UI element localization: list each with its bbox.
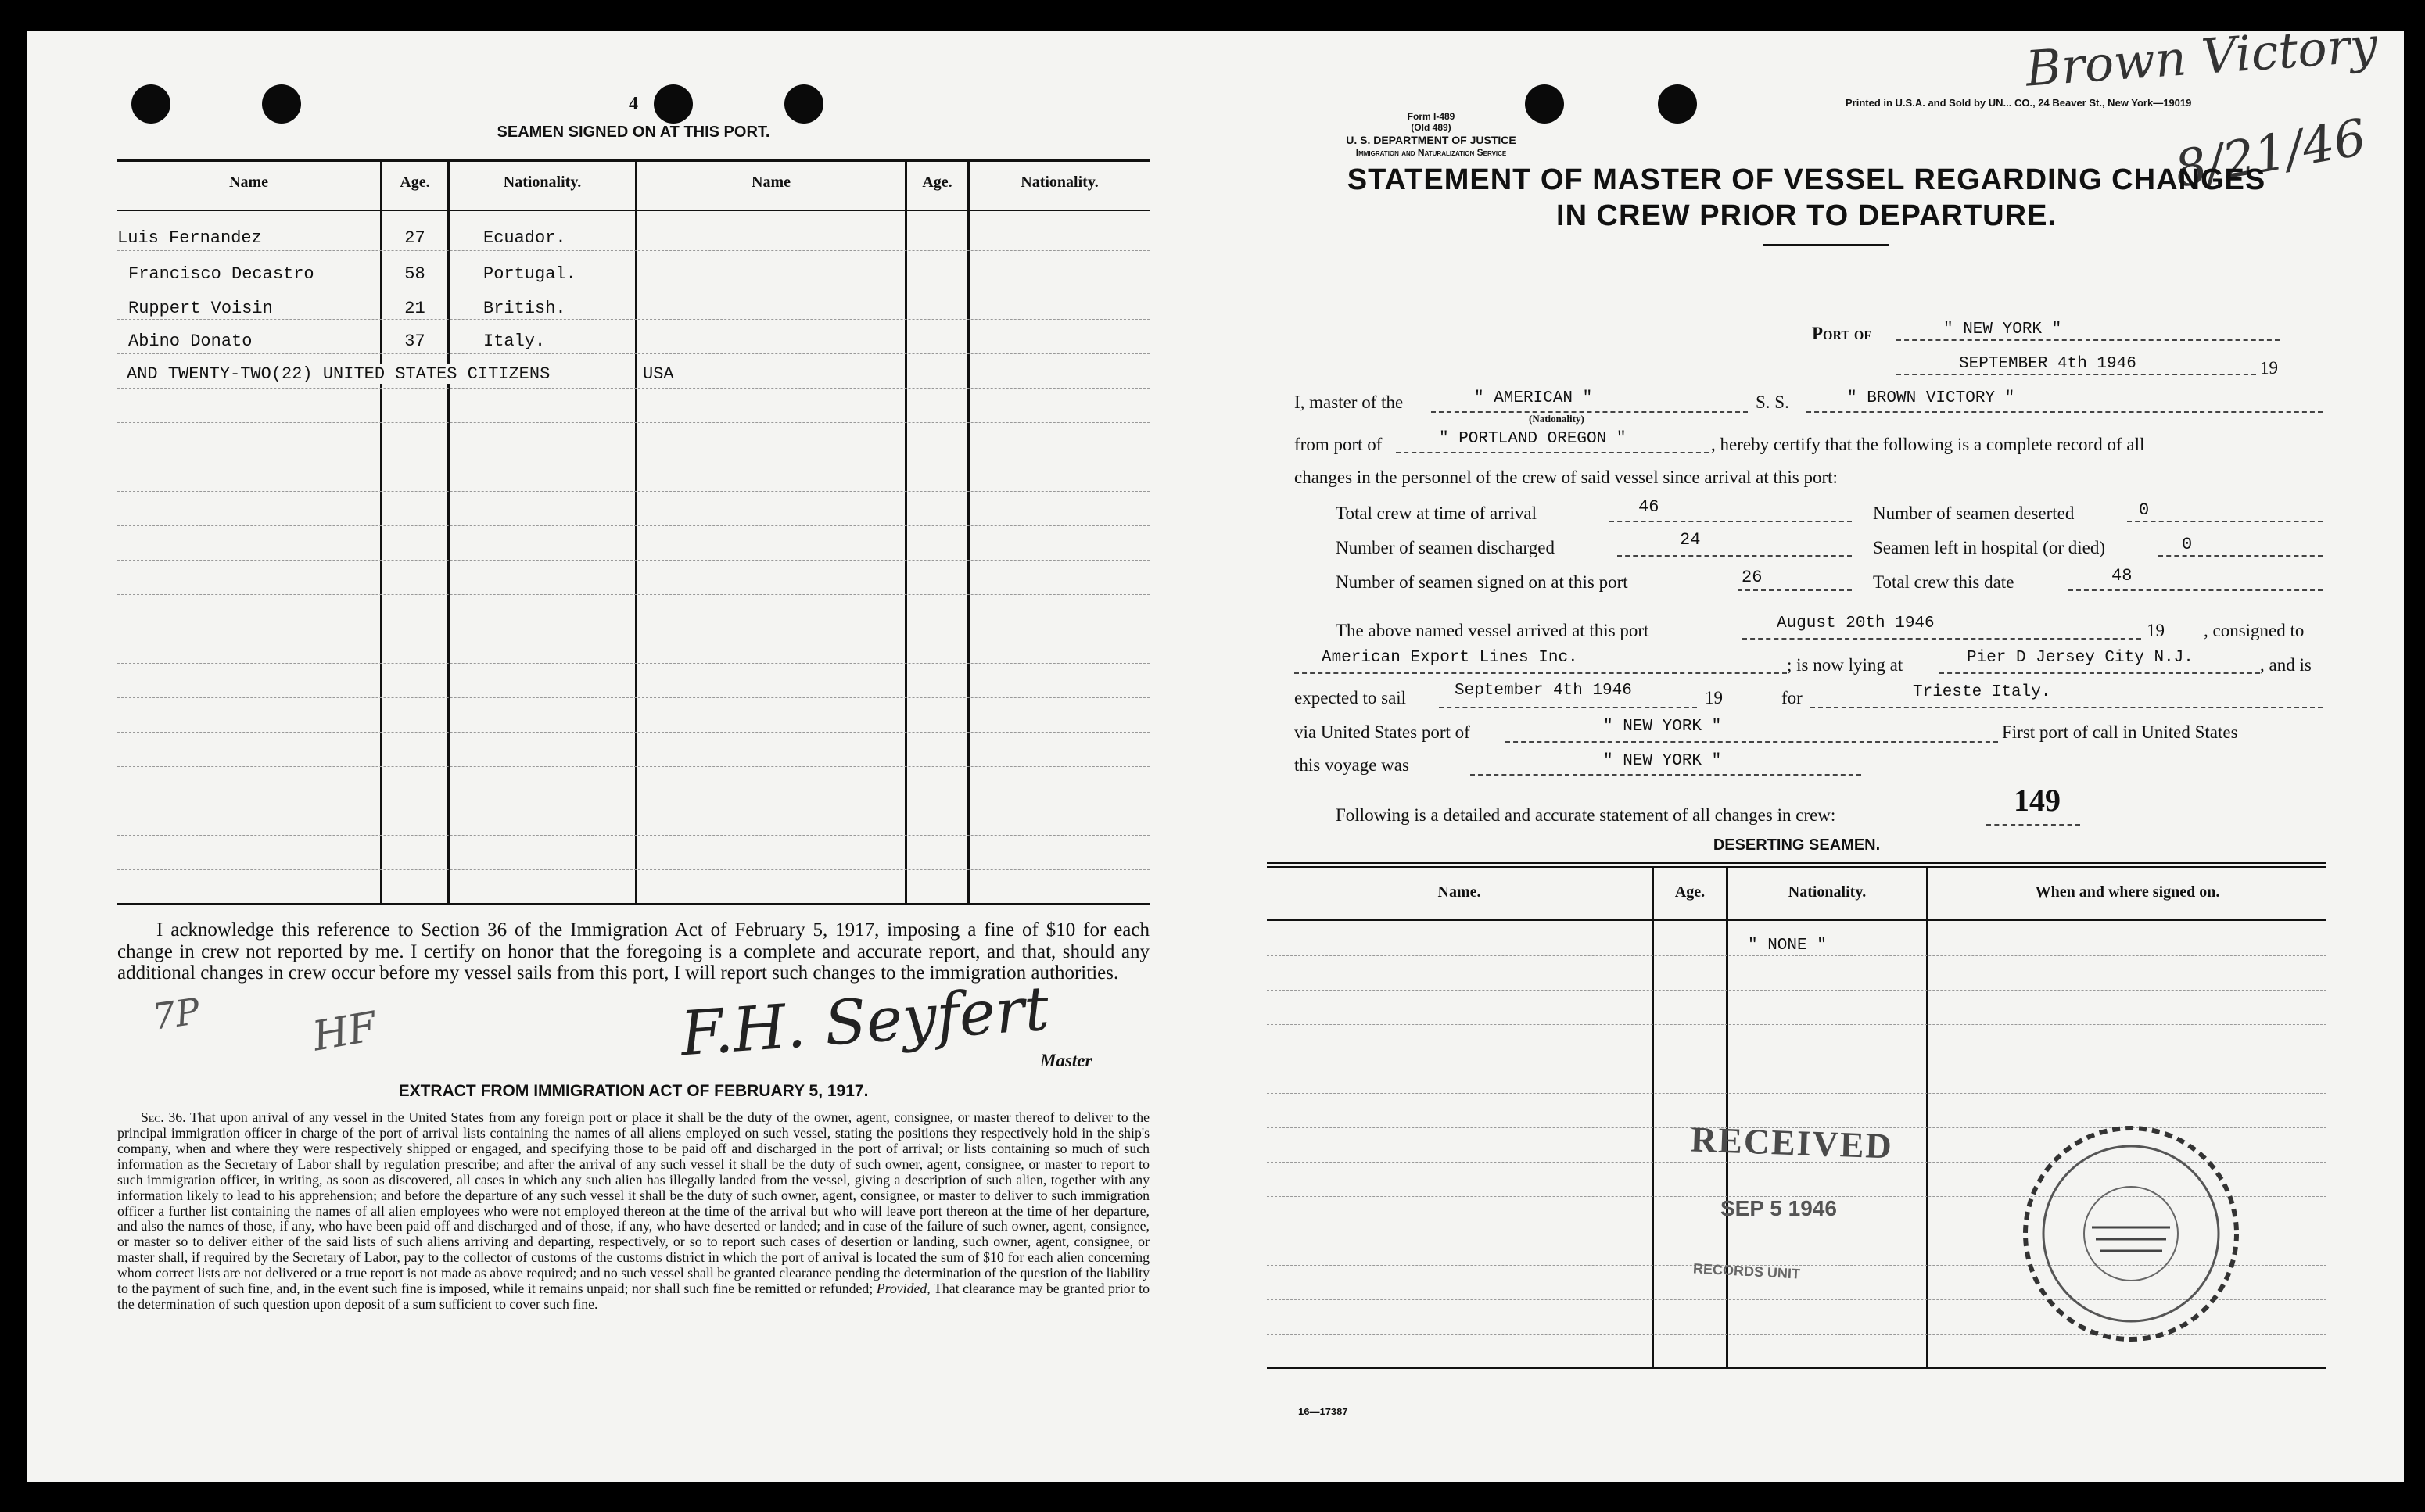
form-old-number: (Old 489) xyxy=(1411,122,1451,134)
deserting-col-age: Age. xyxy=(1674,883,1706,901)
deserting-col-signed-on: When and where signed on. xyxy=(2035,883,2220,901)
hospital-value: 0 xyxy=(2182,535,2193,554)
column-divider xyxy=(905,159,907,905)
sail-value: September 4th 1946 xyxy=(1455,682,1632,700)
first-port-label: First port of call in United States xyxy=(2002,722,2238,742)
handwritten-date: 8/21/46 xyxy=(2170,109,2371,199)
deserted-value: 0 xyxy=(2139,500,2150,520)
ss-label: S. S. xyxy=(1756,392,1789,412)
deserting-table-bottom xyxy=(1267,1367,2326,1369)
total-arrival-label: Total crew at time of arrival xyxy=(1336,503,1537,523)
initials-signature: HF xyxy=(309,1003,381,1061)
from-port-value: " PORTLAND OREGON " xyxy=(1439,430,1627,448)
extract-title: EXTRACT FROM IMMIGRATION ACT OF FEBRUARY 5, 1917. xyxy=(398,1082,869,1100)
crew-nationality: Ecuador. xyxy=(483,228,566,248)
via-label: via United States port of xyxy=(1294,722,1470,742)
arrived-value: August 20th 1946 xyxy=(1777,614,1935,632)
service: Immigration and Naturalization Service xyxy=(1355,146,1507,158)
crew-name: Francisco Decastro xyxy=(128,264,314,284)
arrived-label: The above named vessel arrived at this port xyxy=(1336,621,1649,640)
crew-age: 37 xyxy=(404,331,425,351)
vessel-name: " BROWN VICTORY " xyxy=(1847,389,2015,407)
signed-label: Number of seamen signed on at this port xyxy=(1336,572,1628,592)
following-label: Following is a detailed and accurate statement of all changes in crew: xyxy=(1336,805,1836,825)
column-divider xyxy=(967,159,970,905)
extract-tail: That clearance may be granted prior to the determination of such question upon deposit of a sum sufficient to cover such fine. xyxy=(117,1281,1150,1313)
master-of-label: I, master of the xyxy=(1294,392,1404,412)
master-signature: F.H. Seyfert xyxy=(678,973,1052,1070)
master-label: Master xyxy=(1040,1051,1092,1070)
form-title-line1: STATEMENT OF MASTER OF VESSEL REGARDING CHANGES xyxy=(1347,163,2266,196)
lying-label: ; is now lying at xyxy=(1787,655,1903,675)
extract-provided: Provided, xyxy=(876,1281,931,1297)
date-year-prefix: 19 xyxy=(2260,358,2278,378)
port-label: Port of xyxy=(1812,324,1872,343)
title-underline xyxy=(1763,244,1889,246)
col-header-age-2: Age. xyxy=(922,174,952,191)
punch-hole xyxy=(262,84,301,124)
total-date-value: 48 xyxy=(2111,566,2133,586)
records-unit-stamp: RECORDS UNIT xyxy=(1692,1260,1801,1282)
form-footer-number: 16—17387 xyxy=(1298,1406,1348,1417)
sail-label: expected to sail xyxy=(1294,688,1407,708)
hospital-label: Seamen left in hospital (or died) xyxy=(1873,538,2106,557)
table-bottom-rule xyxy=(117,903,1150,905)
and-is-label: , and is xyxy=(2260,655,2312,675)
discharged-value: 24 xyxy=(1680,530,1701,550)
crew-age: 27 xyxy=(404,228,425,248)
date-value: SEPTEMBER 4th 1946 xyxy=(1959,355,2136,373)
deserting-col-nationality: Nationality. xyxy=(1788,883,1867,901)
printer-line: Printed in U.S.A. and Sold by UN... CO., 24 Beaver St., New York—19019 xyxy=(1846,97,2192,109)
deserting-title: DESERTING SEAMEN. xyxy=(1713,837,1881,854)
table-header-rule xyxy=(117,210,1150,211)
us-citizens-nationality: USA xyxy=(643,364,674,384)
deserting-none: " NONE " xyxy=(1748,937,1827,955)
column-divider xyxy=(1652,868,1654,1368)
extract-text: That upon arrival of any vessel in the United States from any foreign port or place it shall be the duty of the owner, agent, consignee, or master thereof to deliver to the principal immigration officer in charge of the port of arrival lists containing the names of all aliens employed on such vessel, stating the positions they respectively hold in the ship's company, when and where they were respectively shipped or engaged, and specifying those to be paid off and discharged in the port of arrival; or lists containing so much of such information as the Secretary of Labor shall by regulation prescribe; and after the arrival of any such vessel it shall be the duty of such owner, agent, consignee, or master to report to such immigration officer, in writing, as soon as discovered, all cases in which any such alien has illegally landed from the vessel, giving a description of such alien, together with any information likely to lead to his apprehension; and before the departure of any such vessel it shall be the duty of such owner, agent, consignee, or master to deliver to such immigration officer a further list containing the names of all alien employees who were not employed thereon at the time of the arrival but who will leave port thereon at the time of her departure, and also the names of those, if any, who have been paid off and discharged and of those, if any, who have deserted or landed; and in case of the failure of such owner, agent, consignee, or master so to deliver either of the said lists of such aliens arriving and departing, respectively, or so to report such cases of desertion or landing, such owner, agent, consignee, or master shall, if required by the Secretary of Labor, pay to the collector of customs of the customs district in which the port of arrival is located the sum of $10 for each alien concerning whom correct lists are not delivered or a true report is not made as above required; and no such vessel shall be granted clearance pending the determination of the question of the liability to the payment of such fine, and, in the event such fine is imposed, while it remains unpaid; nor shall such fine be remitted or refunded; xyxy=(117,1109,1150,1297)
page-stamp-number: 149 xyxy=(2014,783,2061,818)
left-title: SEAMEN SIGNED ON AT THIS PORT. xyxy=(497,124,770,141)
table-top-rule xyxy=(117,159,1150,162)
column-divider xyxy=(1926,868,1928,1368)
postmark-seal xyxy=(2002,1110,2268,1360)
us-citizens-line: AND TWENTY-TWO(22) UNITED STATES CITIZENS xyxy=(127,364,551,384)
total-date-label: Total crew this date xyxy=(1873,572,2014,592)
col-header-nationality: Nationality. xyxy=(503,174,582,191)
col-header-nationality-2: Nationality. xyxy=(1021,174,1099,191)
crew-age: 58 xyxy=(404,264,425,284)
received-stamp: RECEIVED xyxy=(1690,1119,1894,1166)
discharged-label: Number of seamen discharged xyxy=(1336,538,1555,557)
lying-value: Pier D Jersey City N.J. xyxy=(1967,649,2194,667)
col-header-age: Age. xyxy=(400,174,430,191)
arrived-year-prefix: 19 xyxy=(2147,621,2165,640)
crew-name: Ruppert Voisin xyxy=(128,299,273,318)
handwritten-vessel: Brown Victory xyxy=(2024,16,2380,98)
column-divider xyxy=(635,159,637,905)
form-header xyxy=(1290,111,1572,158)
total-arrival-value: 46 xyxy=(1638,497,1659,517)
certify-text: , hereby certify that the following is a complete record of all xyxy=(1711,435,2145,454)
signed-value: 26 xyxy=(1742,568,1763,587)
port-value: " NEW YORK " xyxy=(1943,321,2062,339)
certify-text-2: changes in the personnel of the crew of said vessel since arrival at this port: xyxy=(1294,468,1838,487)
form-title-line2: IN CREW PRIOR TO DEPARTURE. xyxy=(1556,199,2057,232)
crew-nationality: Portugal. xyxy=(483,264,576,284)
department: U. S. DEPARTMENT OF JUSTICE xyxy=(1346,133,1516,146)
form-title xyxy=(1275,163,2338,234)
deserted-label: Number of seamen deserted xyxy=(1873,503,2075,523)
punch-hole xyxy=(131,84,170,124)
nationality-value: " AMERICAN " xyxy=(1474,389,1593,407)
col-header-name-2: Name xyxy=(752,174,791,191)
page-number: 4 xyxy=(629,94,638,114)
deserting-table-top xyxy=(1267,862,2326,864)
consigned-label: , consigned to xyxy=(2204,621,2305,640)
crew-age: 21 xyxy=(404,299,425,318)
received-stamp-date: SEP 5 1946 xyxy=(1720,1196,1837,1220)
for-label: for xyxy=(1781,688,1803,708)
punch-hole xyxy=(654,84,693,124)
initials-mark: 7P xyxy=(149,990,203,1038)
nationality-caption: (Nationality) xyxy=(1529,413,1584,425)
extract-body xyxy=(117,1110,1150,1313)
deserting-header-rule xyxy=(1267,919,2326,921)
crew-name: Abino Donato xyxy=(128,331,253,351)
deserting-col-name: Name. xyxy=(1437,883,1481,901)
crew-name: Luis Fernandez xyxy=(117,228,262,248)
for-value: Trieste Italy. xyxy=(1913,683,2051,701)
from-port-label: from port of xyxy=(1294,435,1383,454)
column-divider xyxy=(1726,868,1728,1368)
crew-nationality: Italy. xyxy=(483,331,546,351)
col-header-name: Name xyxy=(229,174,268,191)
punch-hole xyxy=(784,84,823,124)
column-divider xyxy=(447,159,450,905)
form-number: Form I-489 xyxy=(1407,111,1455,122)
punch-hole xyxy=(1658,84,1697,124)
via-value: " NEW YORK " xyxy=(1603,718,1722,736)
acknowledgment-text: I acknowledge this reference to Section 36 of the Immigration Act of February 5, 1917, imposing a fine of $10 for each change in crew not reported by me. I certify on honor that the foregoing is a complete and accurate report, and that, should any additional changes in crew occur before my vessel sails from this port, I will report such changes to the immigration authorities. xyxy=(117,919,1150,984)
consignee-value: American Export Lines Inc. xyxy=(1322,649,1578,667)
voyage-value: " NEW YORK " xyxy=(1603,752,1722,770)
crew-nationality: British. xyxy=(483,299,566,318)
extract-section: Sec. 36. xyxy=(141,1109,186,1125)
sail-year-prefix: 19 xyxy=(1705,688,1723,708)
voyage-label: this voyage was xyxy=(1294,755,1409,775)
